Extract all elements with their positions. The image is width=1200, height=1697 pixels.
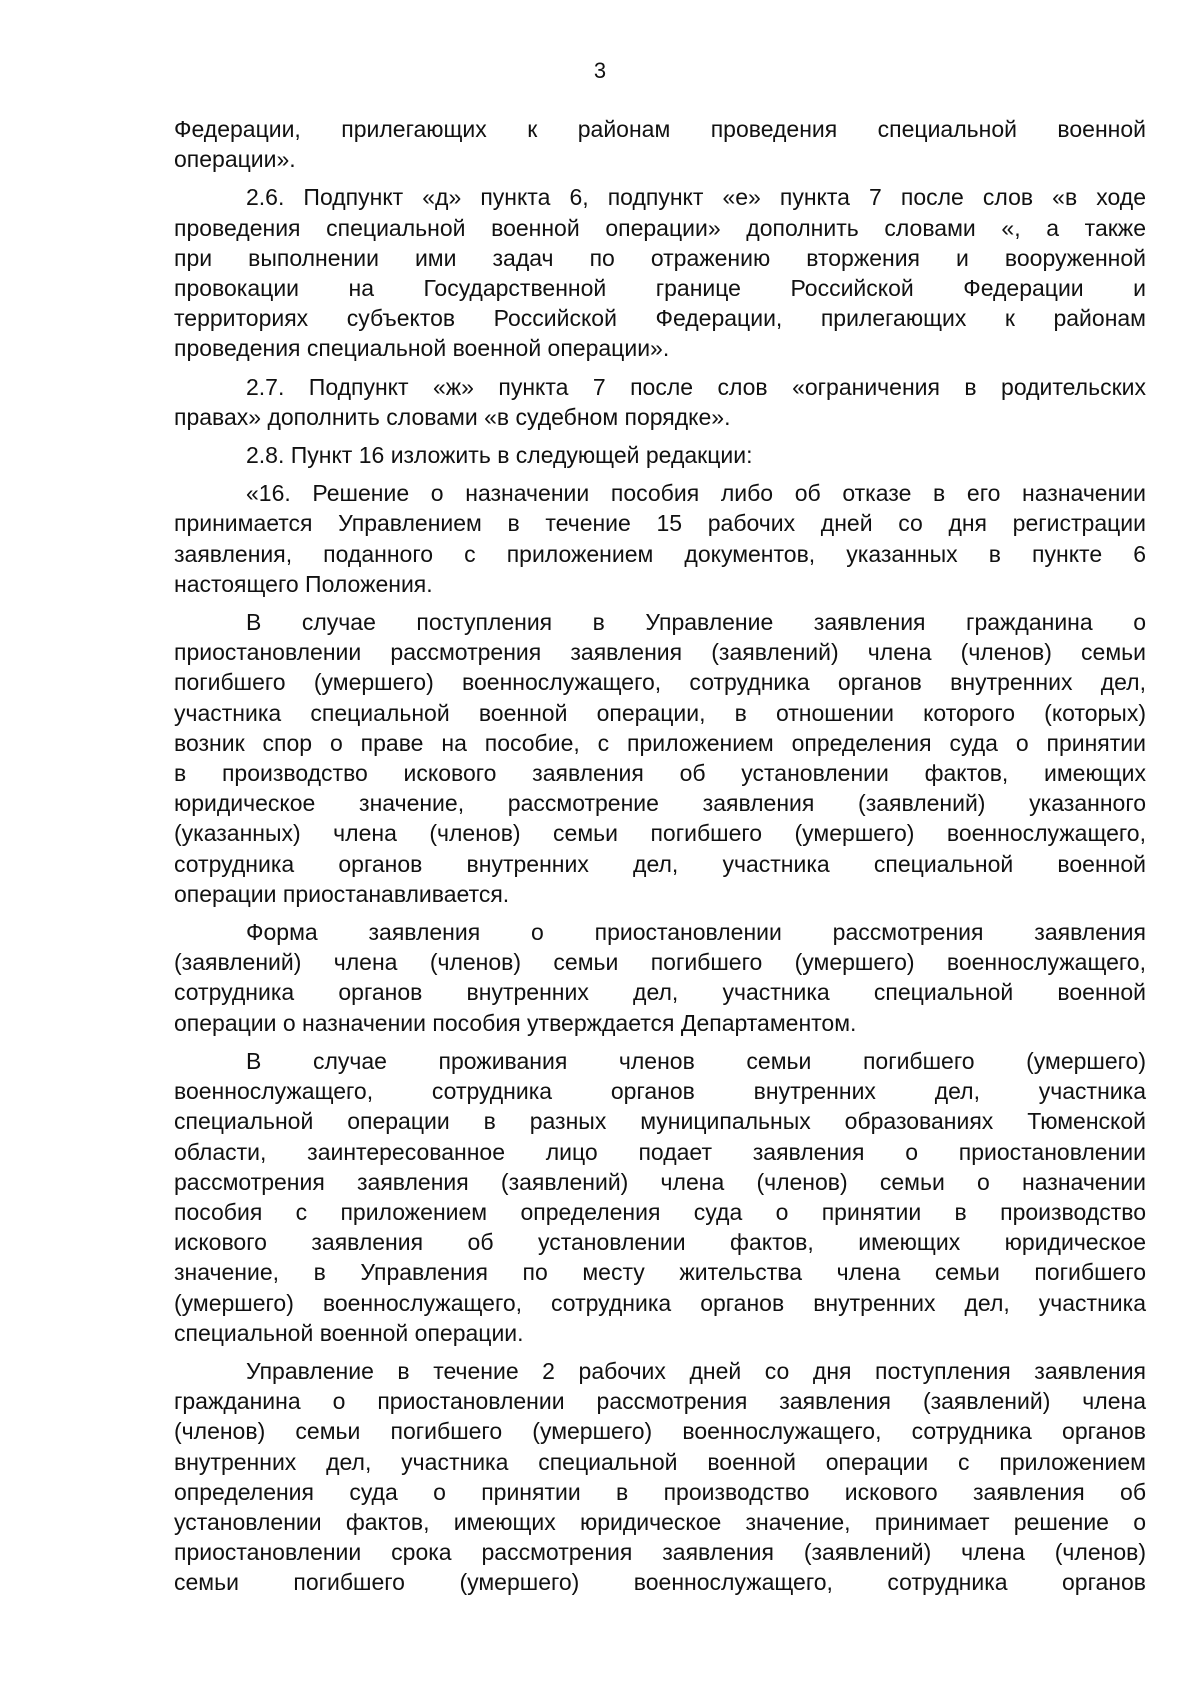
paragraph-line: проведения специальной военной операции» дополнить словами «, а также	[174, 214, 1146, 241]
paragraph-line: возник спор о праве на пособие, с приложением определения суда о принятии	[174, 729, 1146, 756]
paragraph	[174, 372, 1146, 432]
paragraph-line: «16. Решение о назначении пособия либо об отказе в его назначении	[246, 480, 1146, 507]
page-number: 3	[593, 58, 607, 83]
paragraph	[174, 1046, 1146, 1348]
paragraph-line: специальной военной операции.	[174, 1319, 524, 1346]
paragraph-line: настоящего Положения.	[174, 570, 433, 597]
paragraph-line: гражданина о приостановлении рассмотрения заявления (заявлений) члена	[174, 1388, 1146, 1415]
paragraph-line: в производство искового заявления об установлении фактов, имеющих	[174, 760, 1146, 787]
paragraph-line: 2.6. Подпункт «д» пункта 6, подпункт «е» пункта 7 после слов «в ходе	[246, 184, 1146, 211]
paragraph-line: сотрудника органов внутренних дел, участника специальной военной	[174, 850, 1146, 877]
paragraph-line: установлении фактов, имеющих юридическое значение, принимает решение о	[174, 1508, 1146, 1535]
paragraph-line: операции приостанавливается.	[174, 880, 510, 907]
paragraph-line: юридическое значение, рассмотрение заявления (заявлений) указанного	[174, 790, 1146, 817]
paragraph-line: провокации на Государственной границе Российской Федерации и	[174, 275, 1146, 302]
paragraph-line: В случае поступления в Управление заявления гражданина о	[246, 609, 1146, 636]
paragraph-line: определения суда о принятии в производство искового заявления об	[174, 1478, 1146, 1505]
paragraph	[174, 1356, 1146, 1598]
paragraph-line: при выполнении ими задач по отражению вторжения и вооруженной	[174, 244, 1146, 271]
paragraph-line: Управление в течение 2 рабочих дней со дня поступления заявления	[246, 1357, 1146, 1384]
paragraph-line: (указанных) члена (членов) семьи погибшего (умершего) военнослужащего,	[174, 820, 1146, 847]
paragraph-line: (членов) семьи погибшего (умершего) военнослужащего, сотрудника органов	[174, 1418, 1146, 1445]
paragraph-line: приостановлении срока рассмотрения заявления (заявлений) члена (членов)	[174, 1539, 1146, 1566]
paragraph-line: В случае проживания членов семьи погибшего (умершего)	[246, 1047, 1146, 1074]
paragraph	[174, 182, 1146, 363]
paragraph-line: принимается Управлением в течение 15 рабочих дней со дня регистрации	[174, 510, 1146, 537]
paragraph-line: рассмотрения заявления (заявлений) члена (членов) семьи о назначении	[174, 1168, 1146, 1195]
paragraph-line: правах» дополнить словами «в судебном порядке».	[174, 403, 731, 430]
paragraph-line: территориях субъектов Российской Федерации, прилегающих к районам	[174, 305, 1146, 332]
paragraph	[174, 478, 1146, 599]
paragraph-line: погибшего (умершего) военнослужащего, сотрудника органов внутренних дел,	[174, 669, 1146, 696]
paragraph-line: участника специальной военной операции, в отношении которого (которых)	[174, 699, 1146, 726]
paragraph-line: внутренних дел, участника специальной военной операции с приложением	[174, 1448, 1146, 1475]
paragraph	[174, 440, 1146, 470]
paragraph-line: операции о назначении пособия утверждается Департаментом.	[174, 1009, 857, 1036]
paragraph-line: области, заинтересованное лицо подает заявления о приостановлении	[174, 1138, 1146, 1165]
document-body	[174, 114, 1146, 1606]
paragraph-line: 2.8. Пункт 16 изложить в следующей редакции:	[246, 442, 753, 469]
paragraph	[174, 917, 1146, 1038]
paragraph-line: искового заявления об установлении фактов, имеющих юридическое	[174, 1229, 1146, 1256]
paragraph-line: проведения специальной военной операции».	[174, 335, 670, 362]
paragraph	[174, 114, 1146, 174]
paragraph-line: семьи погибшего (умершего) военнослужащего, сотрудника органов	[174, 1569, 1146, 1596]
paragraph-line: военнослужащего, сотрудника органов внутренних дел, участника	[174, 1078, 1146, 1105]
paragraph-line: Федерации, прилегающих к районам проведения специальной военной	[174, 116, 1146, 142]
paragraph-line: специальной операции в разных муниципальных образованиях Тюменской	[174, 1108, 1146, 1135]
paragraph-line: сотрудника органов внутренних дел, участника специальной военной	[174, 979, 1146, 1006]
paragraph-line: (умершего) военнослужащего, сотрудника органов внутренних дел, участника	[174, 1289, 1146, 1316]
paragraph-line: заявления, поданного с приложением документов, указанных в пункте 6	[174, 540, 1146, 567]
paragraph-line: приостановлении рассмотрения заявления (заявлений) члена (членов) семьи	[174, 639, 1146, 666]
paragraph-line: значение, в Управления по месту жительства члена семьи погибшего	[174, 1259, 1146, 1286]
paragraph-line: Форма заявления о приостановлении рассмотрения заявления	[246, 919, 1146, 946]
paragraph-line: (заявлений) члена (членов) семьи погибшего (умершего) военнослужащего,	[174, 949, 1146, 976]
paragraph	[174, 607, 1146, 909]
paragraph-line: пособия с приложением определения суда о принятии в производство	[174, 1198, 1146, 1225]
paragraph-line: 2.7. Подпункт «ж» пункта 7 после слов «ограничения в родительских	[246, 373, 1146, 400]
paragraph-line: операции».	[174, 146, 296, 173]
